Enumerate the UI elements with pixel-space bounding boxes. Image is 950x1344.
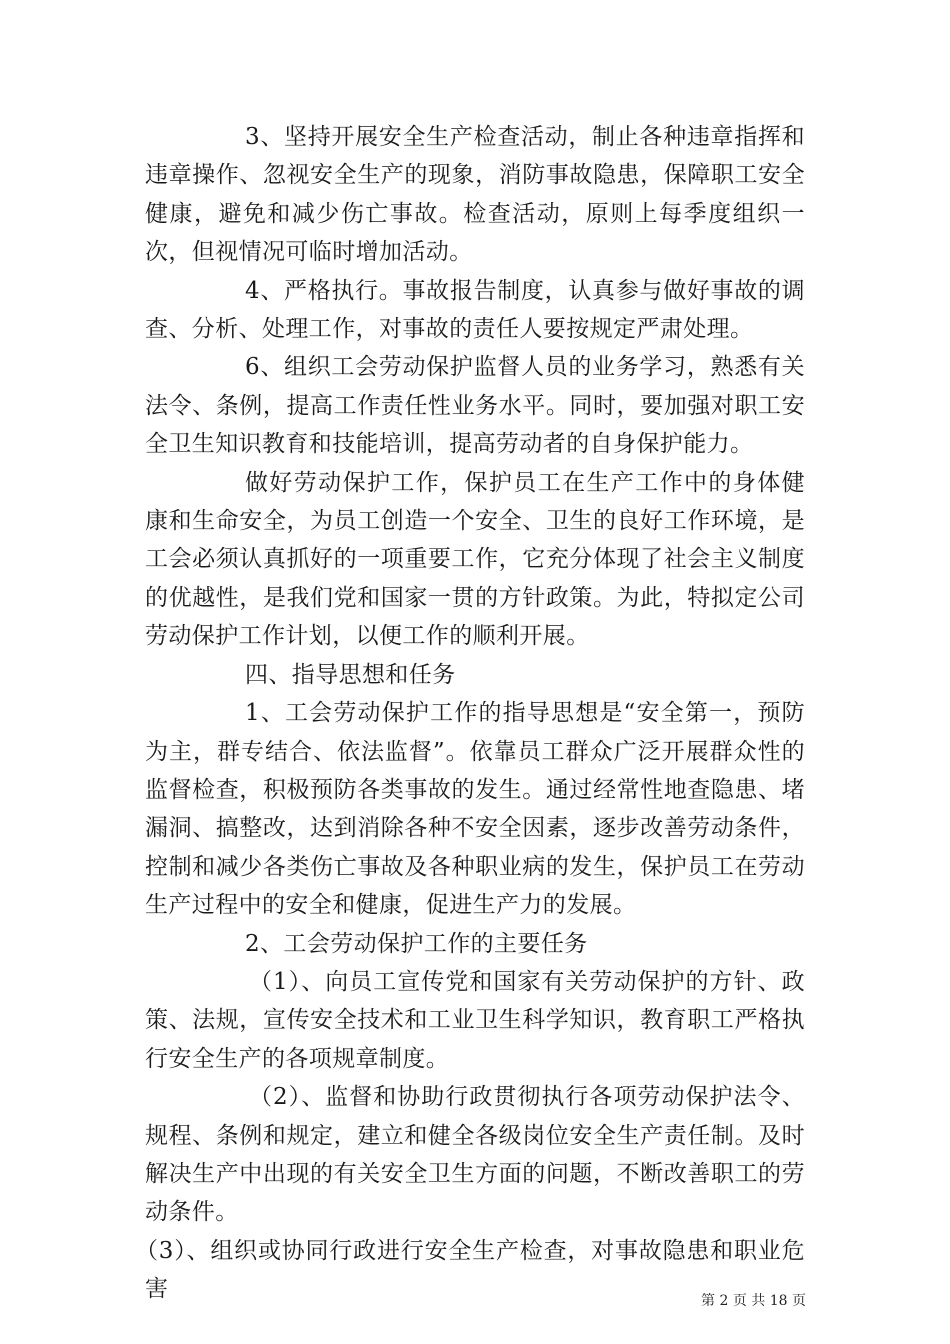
section-heading: 四、指导思想和任务 <box>245 661 456 688</box>
paragraph-guiding-thought: 1、工会劳动保护工作的指导思想是“安全第一，预防为主，群专结合、依法监督”。依靠员工群众广泛开展群众性的监督检查，积极预防各类事故的发生。通过经常性地查隐患、堵漏洞、搞整改，达到消除各种不安全因素，逐步改善劳动条件，控制和减少各类伤亡事故及各种职业病的发生，保护员工在劳动生产过程中的安全和健康，促进生产力的发展。 <box>145 700 805 919</box>
paragraph-task-1: （1）、向员工宣传党和国家有关劳动保护的方针、政策、法规，宣传安全技术和工业卫生科学知识，教育职工严格执行安全生产的各项规章制度。 <box>145 968 805 1072</box>
paragraph-task-3: （3）、组织或协同行政进行安全生产检查，对事故隐患和职业危害 <box>135 1237 805 1303</box>
paragraph-task-2: （2）、监督和协助行政贯彻执行各项劳动保护法令、规程、条例和规定，建立和健全各级岗位安全生产责任制。及时解决生产中出现的有关安全卫生方面的问题，不断改善职工的劳动条件。 <box>145 1084 805 1226</box>
paragraph-item-3: 3、坚持开展安全生产检查活动，制止各种违章指挥和违章操作、忽视安全生产的现象，消防事故隐患，保障职工安全健康，避免和减少伤亡事故。检查活动，原则上每季度组织一次，但视情况可临时增加活动。 <box>145 124 805 266</box>
paragraph-item-4: 4、严格执行。事故报告制度，认真参与做好事故的调查、分析、处理工作，对事故的责任人要按规定严肃处理。 <box>145 277 805 343</box>
paragraph-item-6: 6、组织工会劳动保护监督人员的业务学习，熟悉有关法令、条例，提高工作责任性业务水平。同时，要加强对职工安全卫生知识教育和技能培训，提高劳动者的自身保护能力。 <box>145 354 805 458</box>
page-number: 第 2 页 共 18 页 <box>701 1293 806 1309</box>
document-body <box>135 118 805 1309</box>
paragraph-main-tasks-heading: 2、工会劳动保护工作的主要任务 <box>245 930 588 957</box>
paragraph-intro: 做好劳动保护工作，保护员工在生产工作中的身体健康和生命安全，为员工创造一个安全、卫生的良好工作环境，是工会必须认真抓好的一项重要工作，它充分体现了社会主义制度的优越性，是我们党和国家一贯的方针政策。为此，特拟定公司劳动保护工作计划，以便工作的顺利开展。 <box>145 469 805 650</box>
